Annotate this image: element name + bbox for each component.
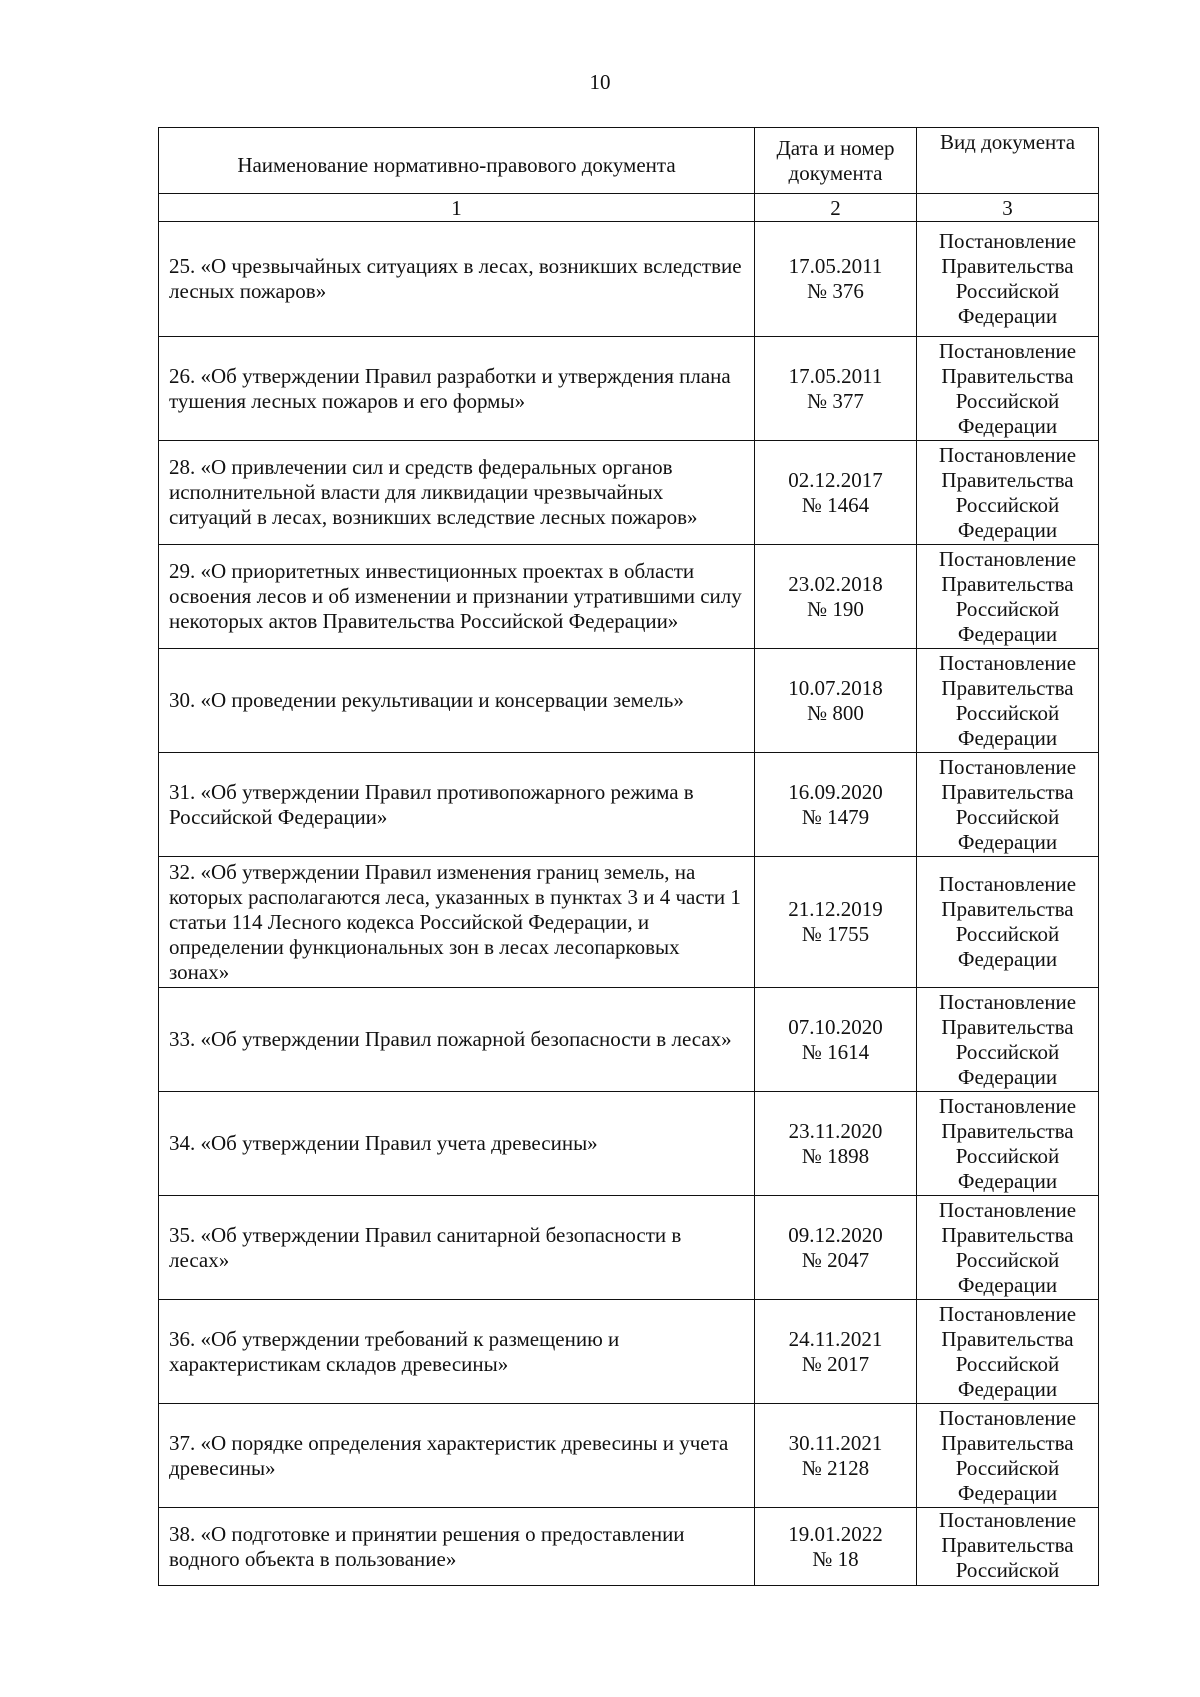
document-number: № 190 (807, 596, 864, 621)
document-kind-line: Постановление (938, 1508, 1077, 1532)
column-numbers-row (159, 194, 1099, 222)
document-kind-line: Российской (955, 492, 1060, 517)
table-row (159, 1300, 1099, 1404)
document-kind-line: Федерации (957, 1064, 1058, 1089)
document-kind-line: Российской (955, 1039, 1060, 1064)
document-kind-line: Федерации (957, 1480, 1058, 1505)
document-kind-line: Федерации (957, 1168, 1058, 1193)
document-kind (917, 857, 1099, 988)
document-number: № 1479 (801, 804, 870, 829)
document-kind-line: Правительства (941, 254, 1074, 278)
document-date-number (755, 337, 917, 441)
document-kind-line: Российской (955, 279, 1060, 303)
document-date-number (755, 1404, 917, 1508)
document-kind-line: Постановление (938, 754, 1077, 779)
document-kind (917, 337, 1099, 441)
document-kind-line: Федерации (957, 413, 1058, 438)
document-name: 34. «Об утверждении Правил учета древесины» (159, 1092, 755, 1196)
document-kind-line: Федерации (957, 725, 1058, 750)
document-kind-line: Федерации (957, 1272, 1058, 1297)
document-name: 36. «Об утверждении требований к размещению и характеристикам складов древесины» (159, 1300, 755, 1404)
document-kind-line: Постановление (938, 338, 1077, 363)
document-date: 10.07.2018 (788, 675, 883, 700)
document-kind-line: Постановление (938, 1197, 1077, 1222)
document-kind-line: Постановление (938, 872, 1077, 896)
document-number: № 800 (807, 700, 864, 725)
document-kind-line: Постановление (938, 1093, 1077, 1118)
document-name: 38. «О подготовке и принятии решения о предоставлении водного объекта в пользование» (159, 1508, 755, 1586)
document-name: 32. «Об утверждении Правил изменения границ земель, на которых располагаются леса, указанных в пунктах 3 и 4 части 1 статьи 114 Лесного кодекса Российской Федерации, и определении функциональных зон в лесах лесопарковых зонах» (159, 857, 755, 988)
table-row (159, 988, 1099, 1092)
column-number: 1 (159, 194, 755, 222)
document-kind (917, 1300, 1099, 1404)
table-row (159, 1508, 1099, 1586)
document-kind-line: Правительства (941, 363, 1074, 388)
document-name: 28. «О привлечении сил и средств федеральных органов исполнительной власти для ликвидации чрезвычайных ситуаций в лесах, возникших вследствие лесных пожаров» (159, 441, 755, 545)
document-date-number (755, 222, 917, 337)
document-name: 26. «Об утверждении Правил разработки и утверждения плана тушения лесных пожаров и его формы» (159, 337, 755, 441)
header-name: Наименование нормативно-правового документа (159, 128, 755, 194)
document-kind-line: Российской (955, 1143, 1060, 1168)
document-kind-line: Постановление (938, 229, 1077, 253)
document-date: 09.12.2020 (788, 1222, 883, 1247)
document-date: 16.09.2020 (788, 779, 883, 804)
document-kind (917, 753, 1099, 857)
document-name: 35. «Об утверждении Правил санитарной безопасности в лесах» (159, 1196, 755, 1300)
document-date: 17.05.2011 (788, 254, 883, 278)
table-row (159, 753, 1099, 857)
table-row (159, 545, 1099, 649)
document-kind-line: Правительства (941, 779, 1074, 804)
document-kind-line: Федерации (957, 304, 1058, 328)
document-kind-line: Правительства (941, 1533, 1074, 1557)
document-date: 17.05.2011 (788, 363, 883, 388)
table-row (159, 649, 1099, 753)
documents-table (158, 127, 1099, 1586)
document-number: № 2128 (801, 1455, 870, 1480)
document-kind-line: Правительства (941, 1430, 1074, 1455)
page-number: 10 (589, 70, 611, 94)
document-number: № 2017 (801, 1351, 870, 1376)
document-kind-line: Российской (955, 922, 1060, 946)
document-kind-line: Федерации (957, 829, 1058, 854)
column-number: 3 (917, 194, 1099, 222)
header-date: Дата и номер документа (755, 128, 917, 194)
document-kind-line: Российской (955, 388, 1060, 413)
document-name: 31. «Об утверждении Правил противопожарного режима в Российской Федерации» (159, 753, 755, 857)
document-kind (917, 1404, 1099, 1508)
document-kind-line: Федерации (957, 517, 1058, 542)
table-row (159, 222, 1099, 337)
document-kind (917, 441, 1099, 545)
document-kind-line: Российской (955, 1247, 1060, 1272)
table-row (159, 857, 1099, 988)
document-date: 07.10.2020 (788, 1014, 883, 1039)
document-date-number (755, 857, 917, 988)
document-date: 21.12.2019 (788, 897, 883, 921)
document-date: 23.02.2018 (788, 571, 883, 596)
document-kind-line: Постановление (938, 1405, 1077, 1430)
document-kind-line: Правительства (941, 467, 1074, 492)
document-number: № 1898 (801, 1143, 870, 1168)
document-name: 33. «Об утверждении Правил пожарной безопасности в лесах» (159, 988, 755, 1092)
document-date-number (755, 1300, 917, 1404)
document-kind (917, 222, 1099, 337)
document-name: 29. «О приоритетных инвестиционных проектах в области освоения лесов и об изменении и признании утратившими силу некоторых актов Правительства Российской Федерации» (159, 545, 755, 649)
document-number: № 1614 (801, 1039, 870, 1064)
document-kind (917, 545, 1099, 649)
document-date-number (755, 1092, 917, 1196)
document-kind-line: Российской (955, 1558, 1060, 1582)
document-date: 30.11.2021 (788, 1430, 883, 1455)
document-kind-line: Правительства (941, 675, 1074, 700)
document-date: 02.12.2017 (788, 467, 883, 492)
document-kind-line: Российской (955, 804, 1060, 829)
document-date-number (755, 545, 917, 649)
document-date-number (755, 753, 917, 857)
document-kind (917, 1508, 1099, 1586)
document-number: № 1464 (801, 492, 870, 517)
document-number: № 2047 (801, 1247, 870, 1272)
table-row (159, 441, 1099, 545)
table-row (159, 1196, 1099, 1300)
column-number: 2 (755, 194, 917, 222)
document-number: № 377 (807, 388, 864, 413)
document-kind-line: Постановление (938, 989, 1077, 1014)
document-date-number (755, 649, 917, 753)
document-name: 25. «О чрезвычайных ситуациях в лесах, возникших вследствие лесных пожаров» (159, 222, 755, 337)
document-date: 19.01.2022 (788, 1521, 883, 1546)
document-date: 23.11.2020 (788, 1118, 883, 1143)
document-kind (917, 649, 1099, 753)
table-row (159, 1092, 1099, 1196)
document-kind-line: Постановление (938, 546, 1077, 571)
document-name: 30. «О проведении рекультивации и консервации земель» (159, 649, 755, 753)
document-date-number (755, 1508, 917, 1586)
document-kind (917, 1196, 1099, 1300)
document-number: № 1755 (801, 922, 870, 946)
document-kind-line: Федерации (957, 621, 1058, 646)
document-name: 37. «О порядке определения характеристик древесины и учета древесины» (159, 1404, 755, 1508)
document-kind-line: Правительства (941, 1222, 1074, 1247)
document-kind-line: Правительства (941, 571, 1074, 596)
document-kind (917, 1092, 1099, 1196)
document-kind-line: Российской (955, 1455, 1060, 1480)
document-kind-line: Российской (955, 700, 1060, 725)
document-kind (917, 988, 1099, 1092)
document-kind-line: Правительства (941, 1118, 1074, 1143)
table-row (159, 1404, 1099, 1508)
document-kind-line: Российской (955, 596, 1060, 621)
document-date: 24.11.2021 (788, 1326, 883, 1351)
document-kind-line: Правительства (941, 897, 1074, 921)
document-date-number (755, 988, 917, 1092)
table-row (159, 337, 1099, 441)
document-date-number (755, 1196, 917, 1300)
document-kind-line: Правительства (941, 1014, 1074, 1039)
document-kind-line: Постановление (938, 650, 1077, 675)
document-kind-line: Правительства (941, 1326, 1074, 1351)
document-kind-line: Постановление (938, 442, 1077, 467)
header-kind: Вид документа (917, 128, 1099, 194)
document-kind-line: Федерации (957, 1376, 1058, 1401)
document-date-number (755, 441, 917, 545)
document-kind-line: Российской (955, 1351, 1060, 1376)
document-kind-line: Федерации (957, 947, 1058, 971)
document-number: № 18 (812, 1546, 859, 1571)
document-kind-line: Постановление (938, 1301, 1077, 1326)
document-number: № 376 (807, 279, 864, 303)
table-header-row (159, 128, 1099, 194)
